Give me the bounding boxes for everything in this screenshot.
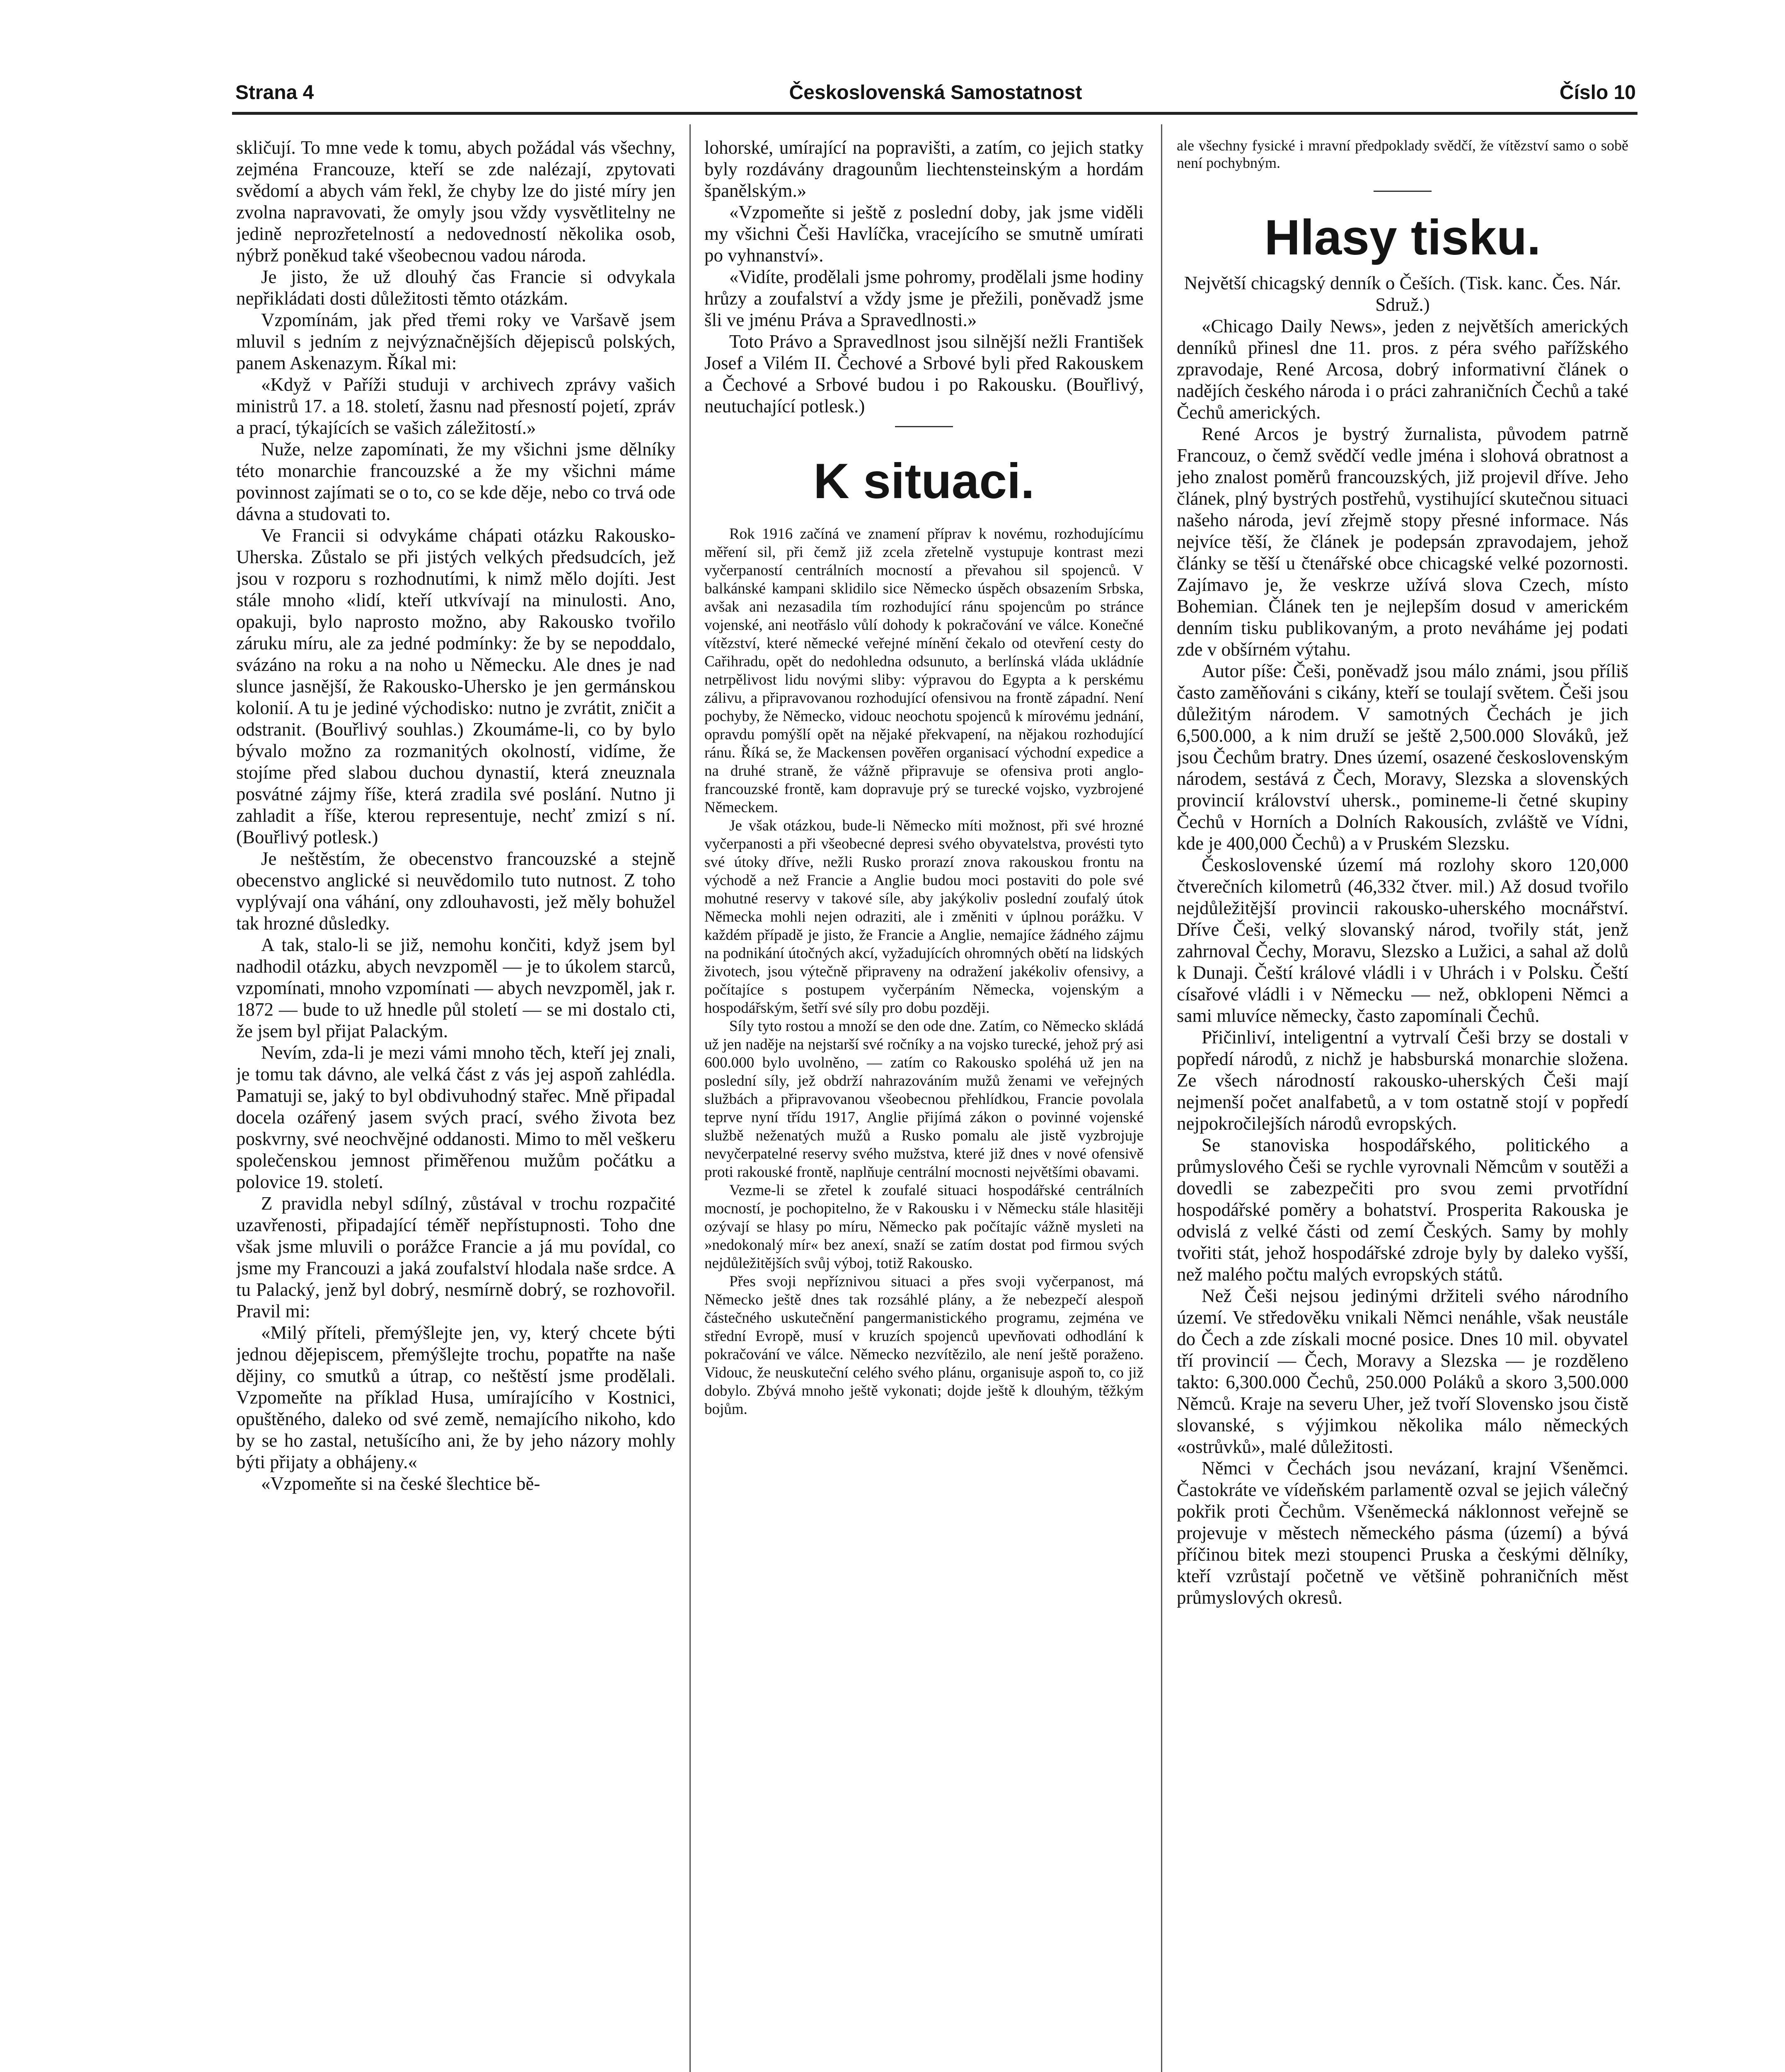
previous-article-end: [1177, 137, 1628, 172]
paragraph: Toto Právo a Spravedlnost jsou silnější nežli František Josef a Vilém II. Čechové a Srbové byli před Rakouskem a Čechové a Srbové budou i po Rakousku. (Bouřlivý, neutuchající potlesk.): [704, 331, 1144, 416]
article-body: [1177, 315, 1628, 1608]
paragraph: skličují. To mne vede k tomu, abych požádal vás všechny, zejména Francouze, kteří se zde nalézají, zpytovati svědomí a abych vám řekl, že chyby lze do jisté míry jen zvolna napravovati, že omyly jsou vždy vysvětlitelny ne jedině neprozřetelností a nedovedností několika osob, nýbrž poněkud také všeobecnou vadou národa.: [236, 137, 675, 266]
paragraph: «Když v Paříži studuji v archivech zprávy vašich ministrů 17. a 18. století, žasnu nad přesností pojetí, zpráv a prací, týkajících se vašich záležitostí.»: [236, 374, 675, 438]
paragraph: «Chicago Daily News», jeden z největších amerických denníků přinesl dne 11. pros. z péra svého pařížského zpravodaje, René Arcosa, dobrý informativní článek o nadějích českého národa i o práci zahraničních Čechů a také Čechů amerických.: [1177, 316, 1628, 423]
paragraph: Autor píše: Češi, poněvadž jsou málo známi, jsou příliš často zaměňováni s cikány, kteří se toulají světem. Češi jsou důležitým národem. V samotných Čechách je jich 6,500.000, a k nim druží se ještě 2,500.000 Slováků, jež jsou Čechům bratry. Dnes území, osazené československým národem, sestává z Čech, Moravy, Slezska a slovenských provincií království uhersk., pomineme-li četné skupiny Čechů v Horních a Dolních Rakousích, zvláště ve Vídni, kde je 400,000 Čechů) a v Pruském Slezsku.: [1177, 661, 1628, 854]
section-title: Hlasy tisku.: [1264, 210, 1541, 265]
article-body: [704, 525, 1144, 1418]
header-rule: [232, 112, 1637, 115]
paragraph: Ve Francii si odvykáme chápati otázku Rakousko-Uherska. Zůstalo se při jistých velkých předsudcích, jež jsou v rozporu s rozhodnutími, k nimž mělo dojíti. Jest stále mnoho «lidí, kteří utkvívají na minulosti. Ano, opakuji, bylo naprosto možno, aby Rakousko tvořilo záruku míru, ale za jedné podmínky: že by se nepoddalo, svázáno na roku a na noho u Německu. Ale dnes je nad slunce jasnější, že Rakousko-Uhersko je jen germánskou kolonií. A tu je jediné východisko: nutno je zvrátit, zničit a odstranit. (Bouřlivý souhlas.) Zkoumáme-li, co by bylo bývalo možno za rozmanitých okolností, vidíme, že stojíme před slabou duchou dynastií, která zneuznala posvátné zájmy říše, která zradila své poslání. Nutno ji zahladit a říše, kterou representuje, nechť zmizí s ní. (Bouřlivý potlesk.): [236, 525, 675, 847]
column-divider: [689, 124, 691, 2072]
article-subtitle: Největší chicagský denník o Češích. (Tisk. kanc. Čes. Nár. Sdruž.): [1184, 273, 1621, 315]
paragraph: «Milý příteli, přemýšlejte jen, vy, který chcete býti jednou dějepiscem, přemýšlejte trochu, popatřte na naše dějiny, co smutků a útrap, co neštěstí jsme prodělali. Vzpomeňte na příklad Husa, umírajícího v Kostnici, opuštěného, daleko od své země, nemajícího nikoho, kdo by se ho zastal, netušícího ani, že by jeho názory mohly býti přijaty a obhájeny.«: [236, 1322, 675, 1472]
column-3: [1177, 137, 1628, 2072]
paragraph: Vezme-li se zřetel k zoufalé situaci hospodářské centrálních mocností, je pochopitelno, že v Rakousku i v Německu stále hlasitěji ozývají se hlasy po míru, Německo pak počítajíc vážně mysleti na »nedokonalý mír« bez anexí, snaží se zatím dostat pod firmou svých nejdůležitějších svůj výboj, totiž Rakousko.: [704, 1182, 1144, 1272]
column-divider: [1161, 124, 1162, 2072]
paragraph: René Arcos je bystrý žurnalista, původem patrně Francouz, o čemž svědčí vedle jména i slohová obratnost a jeho znalost poměrů francouzských, již projevil dříve. Jeho článek, plný bystrých postřehů, vystihující skutečnou situaci našeho národa, jeví zřejmě stopy přesné informace. Nás nejvíce těší, že článek je podepsán zpravodajem, jehož články se těší u čtenářské obce chicagské velké pozornosti. Zajímavo je, že veskrze užívá slova Czech, místo Bohemian. Článek ten je nejlepším dosud v americkém denním tisku publikovaným, a proto neváháme jej podati zde v obšírném výtahu.: [1177, 424, 1628, 660]
paragraph: ale všechny fysické i mravní předpoklady svědčí, že vítězství samo o sobě není pochybným.: [1177, 137, 1628, 171]
speech-continuation: [704, 137, 1144, 417]
paragraph: Nevím, zda-li je mezi vámi mnoho těch, kteří jej znali, je tomu tak dávno, ale velká část z vás jej aspoň zahlédla. Pamatuji se, jaký to byl obdivuhodný stařec. Mně připadal docela ozářený jasem svých prací, svého života bez poskvrny, své neochvějné oddanosti. Mimo to měl veškeru společenskou jemnost přiměřenou mužům počátku a polovice 19. století.: [236, 1042, 675, 1192]
paragraph: Než Češi nejsou jedinými držiteli svého národního území. Ve středověku vnikali Němci nenáhle, však neustále do Čech a zde získali mocné posice. Dnes 10 mil. obyvatel tří provincií — Čech, Moravy a Slezska — je rozděleno takto: 6,300.000 Čechů, 250.000 Poláků a skoro 3,500.000 Němců. Kraje na severu Uher, jež tvoří Slovensko jsou čistě slovanské, s výjimkou několika málo německých «ostrůvků», malé důležitosti.: [1177, 1285, 1628, 1457]
paragraph: Rok 1916 začíná ve znamení příprav k novému, rozhodujícímu měření sil, při čemž již zcela zřetelně vystupuje kontrast mezi vyčerpaností centrálních mocností a převahou sil spojenců. V balkánské kampani sklidilo sice Německo úspěch obsazením Srbska, avšak ani nezasadila tím rozhodující ránu spojencům po stránce vojenské, ani neotřáslo vůlí dohody k pokračování ve válce. Konečné vítězství, které německé veřejné mínění čekalo od otevření cesty do Cařihradu, opět do nedohledna odsunuto, a berlínská vláda ukládníe netrpělivost lidu novými sliby: výpravou do Egypta a k perskému zálivu, a připravovanou rozhodující ofensivou na frontě západní. Není pochyby, že Německo, vidouc neochotu spojenců k mírovému jednání, opravdu pomýšlí opět na nějaké překvapení, na nějakou rozhodující ránu. Říká se, že Mackensen pověřen organisací východní expedice a na druhé straně, že vážně připravuje se ofensiva proti anglo-francouzské frontě, kam dopravuje prý se turecké vojsko, vyzbrojené Německem.: [704, 525, 1144, 816]
column-1: [236, 137, 675, 2072]
article-subtitle-block: [1177, 272, 1628, 315]
section-rule: [895, 426, 953, 427]
paragraph: «Vidíte, prodělali jsme pohromy, prodělali jsme hodiny hrůzy a zoufalství a vždy jsme je přežili, poněvadž jsme šli ve jménu Práva a Spravedlnosti.»: [704, 266, 1144, 330]
paragraph: Přes svoji nepříznivou situaci a přes svoji vyčerpanost, má Německo ještě dnes tak rozsáhlé plány, a že nebezpečí alespoň částečného uskutečnění pangermanistického programu, zejména ve střední Evropě, musí v kruzích spojenců upevňovati odhodlání k pokračování ve válce. Německo nezvítězilo, ale není ještě poraženo. Vidouc, že neuskuteční celého svého plánu, organisuje aspoň to, co již dobylo. Zbývá mnoho ještě vykonati; dojde ještě k dlouhým, těžkým bojům.: [704, 1273, 1144, 1418]
paragraph: Se stanoviska hospodářského, politického a průmyslového Češi se rychle vyrovnali Němcům v soutěži a dovedli se zabezpečiti pro svou zemi prvotřídní hospodářské poměry a bohatství. Prosperita Rakouska je odvislá z velké části od zemí Českých. Samy by mohly tvořiti stát, jehož hospodářské zdroje byly by daleko vyšší, než malého počtu malých evropských států.: [1177, 1135, 1628, 1285]
paragraph: Němci v Čechách jsou nevázaní, krajní Všeněmci. Častokráte ve vídeňském parlamentě ozval se jejich válečný pokřik proti Čechům. Všeněmecká náklonnost veřejně se projevuje v městech německého pásma (území) a bývá příčinou bitek mezi stoupenci Pruska a českými dělníky, kteří vzrůstají početně ve většině pohraničních měst průmyslových okresů.: [1177, 1458, 1628, 1608]
paragraph: Československé území má rozlohy skoro 120,000 čtverečních kilometrů (46,332 čtver. mil.) Až dosud tvořilo nejdůležitější provincii rakousko-uherského mocnářství. Dříve Češi, velký slovanský národ, tvořily stát, jenž zahrnoval Čechy, Moravu, Slezsko a Lužici, a sahal až dolů k Dunaji. Čeští králové vládli i v Uhrách i v Polsku. Čeští císařové vládli i v Německu — než, obklopeni Němci a sami mluvíce německy, často zapomínali Čechů.: [1177, 854, 1628, 1026]
journal-title: Československá Samostatnost: [789, 82, 1082, 104]
paragraph: lohorské, umírající na popravišti, a zatím, co jejich statky byly rozdávány dragounům liechtensteinským a hordám španělským.»: [704, 137, 1144, 201]
page-number: Strana 4: [235, 82, 314, 104]
column-2: [704, 137, 1144, 2072]
paragraph: Vzpomínám, jak před třemi roky ve Varšavě jsem mluvil s jedním z nejvýznačnějších dějepisců polských, panem Askenazym. Říkal mi:: [236, 310, 675, 373]
paragraph: «Vzpomeňte si na české šlechtice bě-: [261, 1473, 540, 1494]
paragraph: Z pravidla nebyl sdílný, zůstával v trochu rozpačité uzavřenosti, připadající téměř nepřístupnosti. Toho dne však jsme mluvili o porážce Francie a já mu povídal, co jsme my Francouzi a jaká zoufalství hlodala naše srdce. A tu Palacký, jenž byl dobrý, nesmírně dobrý, se rozhovořil. Pravil mi:: [236, 1193, 675, 1322]
paragraph: Síly tyto rostou a množí se den ode dne. Zatím, co Německo skládá už jen naděje na nejstarší své ročníky a na vojsko turecké, jehož prý asi 600.000 bylo uvolněno, — zatím co Rakousko spoléhá už jen na poslední síly, jež obdrží nahrazováním mužů ženami ve veřejných službách a připravovanou všeobecnou přehlídkou, Francie povolala teprve nyní třídu 1917, Anglie přijímá zákon o povinné vojenské službě neženatých mužů a Rusko pomalu ale jistě vyzbrojuje nevyčerpatelné reservy svého mužstva, které již dnes v nové ofensivě proti rakouské frontě, naplňuje centrální mocnosti největšími obavami.: [704, 1018, 1144, 1181]
paragraph: Je neštěstím, že obecenstvo francouzské a stejně obecenstvo anglické si neuvědomilo tuto nutnost. Z toho vyplývají ona váhání, ony zdlouhavosti, jež měly bohužel tak hrozné důsledky.: [236, 848, 675, 934]
article-title: K situaci.: [813, 453, 1035, 509]
paragraph: «Vzpomeňte si ještě z poslední doby, jak jsme viděli my všichni Češi Havlíčka, vracejícího se smutně umírati po vyhnanství».: [704, 202, 1144, 266]
page-header: [235, 81, 1636, 110]
paragraph: Přičinliví, inteligentní a vytrvalí Češi brzy se dostali v popředí národů, z nichž je habsburská monarchie složena. Ze všech národností rakousko-uherských Češi mají nejmenší počet analfabetů, a v tom ostatně stojí v popředí nejpokročilejších národů evropských.: [1177, 1027, 1628, 1134]
section-rule: [1374, 191, 1432, 192]
paragraph: Nuže, nelze zapomínati, že my všichni jsme dělníky této monarchie francouzské a že my všichni máme povinnost zajímati se o to, co se kde děje, nebo co trvá ode dávna a studovati to.: [236, 439, 675, 524]
paragraph: Je jisto, že už dlouhý čas Francie si odvykala nepřikládati dosti důležitosti těmto otázkám.: [236, 266, 675, 309]
paragraph: Je však otázkou, bude-li Německo míti možnost, při své hrozné vyčerpanosti a při všeobecné depresi svého obyvatelstva, provésti tyto své útoky dříve, nežli Rusko prorazí znova rakouskou frontu na východě a než Francie a Anglie budou moci postaviti do pole své mohutné reservy v takové síle, aby jakýkoliv poslední zoufalý útok Německa mohli nejen odraziti, ale i změniti v úplnou porážku. V každém případě je jisto, že Francie a Anglie, nemajíce žádného zájmu na podnikání útočných akcí, vyžadujících ohromných obětí na lidských životech, jsou výtečně připraveny na odražení jakékoliv ofensivy, a počítajíce s postupem vyčerpáním Německa, vojenským a hospodářským, šetří své síly pro dobu později.: [704, 817, 1144, 1017]
paragraph: A tak, stalo-li se již, nemohu končiti, když jsem byl nadhodil otázku, abych nevzpoměl — je to úkolem starců, vzpomínati, mnoho vzpomínati — abych nevzpoměl, jak r. 1872 — bude to už hnedle půl století — se mi dostalo cti, že jsem byl přijat Palackým.: [236, 934, 675, 1041]
issue-number: Číslo 10: [1559, 82, 1636, 104]
